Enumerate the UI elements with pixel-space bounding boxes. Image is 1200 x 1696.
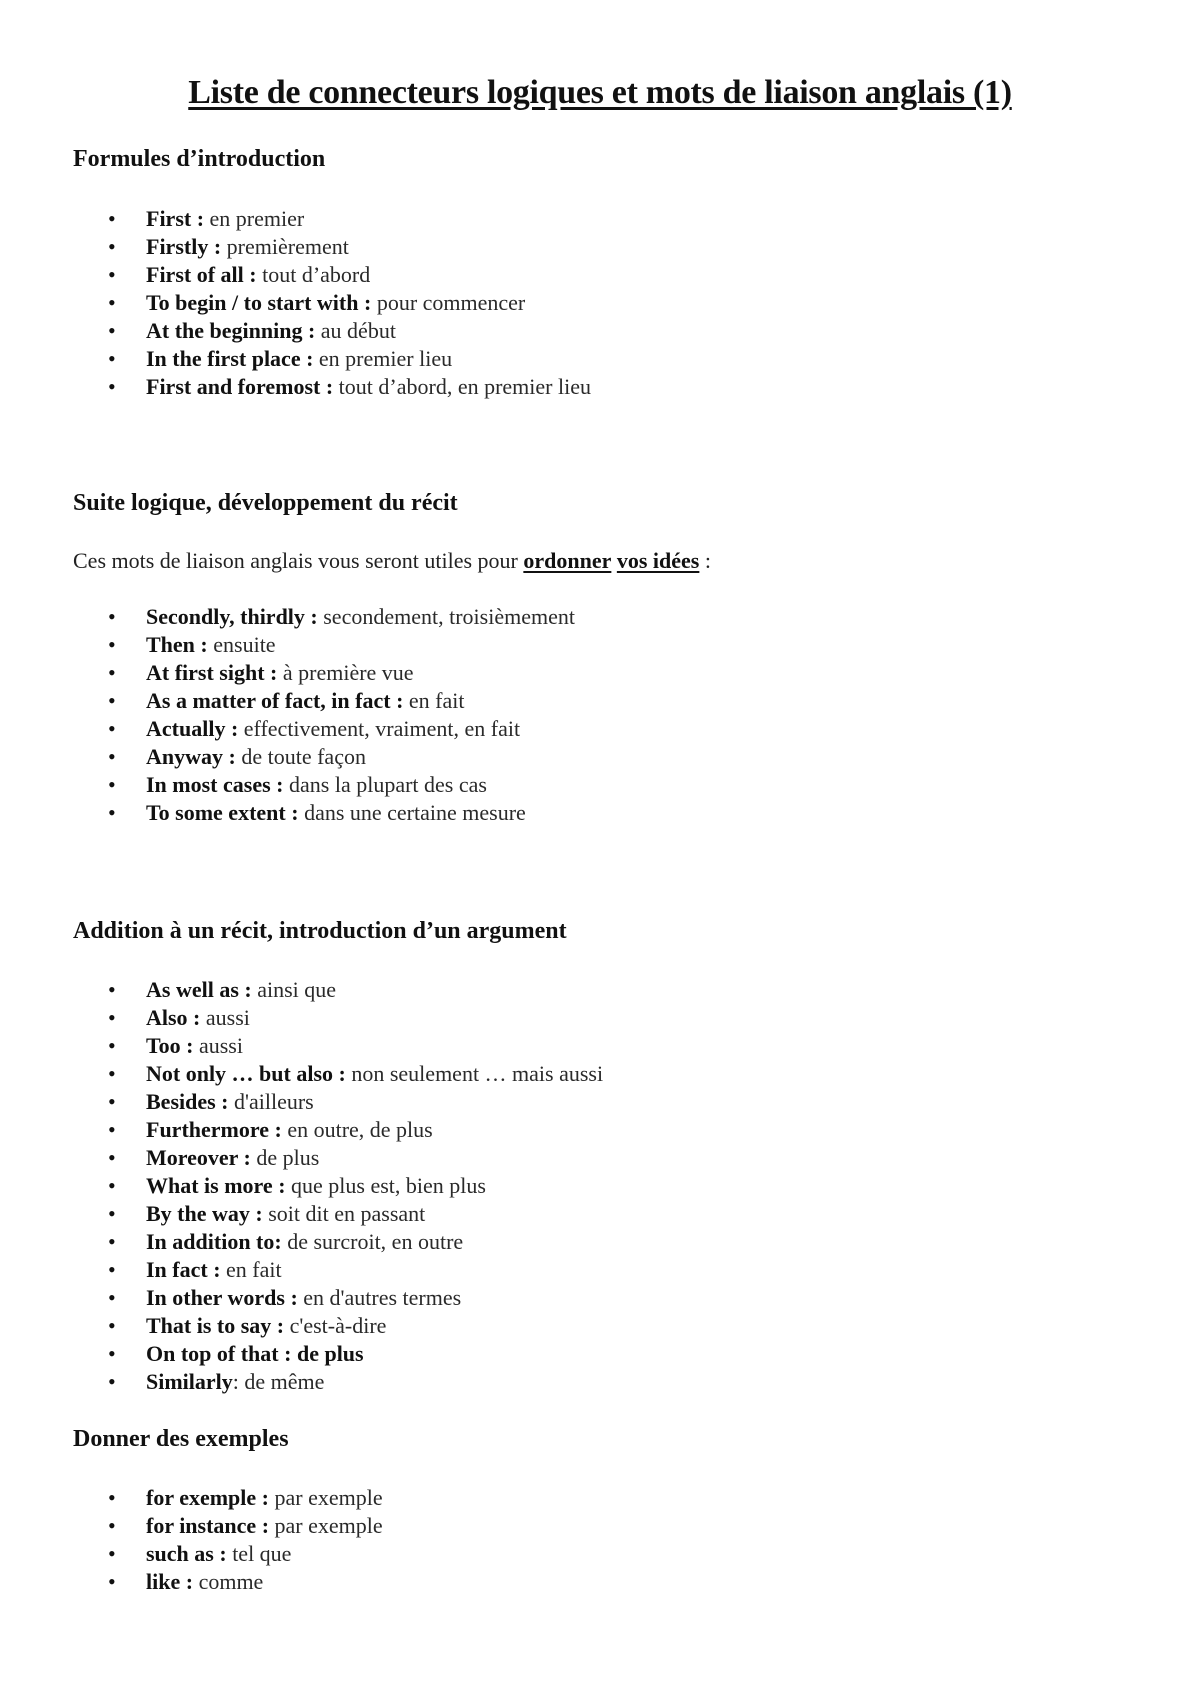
- connector-term: First and foremost :: [146, 374, 334, 399]
- connector-translation: comme: [193, 1569, 264, 1594]
- bullet-icon: •: [108, 800, 116, 825]
- bullet-icon: •: [108, 346, 116, 371]
- connector-translation: : de même: [232, 1369, 325, 1394]
- list-item: [0, 1116, 603, 1144]
- list-exemples: [0, 1484, 383, 1596]
- bullet-icon: •: [108, 1485, 116, 1510]
- connector-term: What is more :: [146, 1173, 286, 1198]
- list-addition: [0, 976, 603, 1396]
- list-item: [0, 1284, 603, 1312]
- bullet-icon: •: [108, 1513, 116, 1538]
- connector-translation: non seulement … mais aussi: [345, 1061, 604, 1086]
- list-item: [0, 603, 575, 631]
- connector-translation: à première vue: [277, 660, 414, 685]
- connector-term: As well as :: [146, 977, 252, 1002]
- bullet-icon: •: [108, 1005, 116, 1030]
- connector-term: In addition to:: [146, 1229, 282, 1254]
- list-introduction: [0, 205, 591, 401]
- connector-term: To begin / to start with :: [146, 290, 372, 315]
- connector-translation: soit dit en passant: [262, 1201, 426, 1226]
- connector-translation: de toute façon: [235, 744, 366, 769]
- list-item: [0, 1144, 603, 1172]
- intro-emphasis-vos-idees: vos idées: [616, 548, 700, 573]
- list-item: [0, 1172, 603, 1200]
- intro-emphasis-ordonner: ordonner: [523, 548, 612, 573]
- connector-term: In fact :: [146, 1257, 221, 1282]
- bullet-icon: •: [108, 1229, 116, 1254]
- connector-translation: au début: [315, 318, 396, 343]
- connector-term: To some extent :: [146, 800, 299, 825]
- connector-translation: en fait: [403, 688, 465, 713]
- list-item: [0, 1200, 603, 1228]
- bullet-icon: •: [108, 1257, 116, 1282]
- connector-translation: de plus: [250, 1145, 320, 1170]
- section-heading-exemples: Donner des exemples: [73, 1426, 289, 1452]
- list-item: [0, 743, 575, 771]
- connector-translation: ensuite: [207, 632, 276, 657]
- connector-translation: d'ailleurs: [228, 1089, 314, 1114]
- bullet-icon: •: [108, 1033, 116, 1058]
- connector-term: Besides :: [146, 1089, 229, 1114]
- section-intro-text: [73, 548, 711, 574]
- connector-translation: en d'autres termes: [297, 1285, 462, 1310]
- connector-translation: tout d’abord, en premier lieu: [333, 374, 591, 399]
- connector-term: First :: [146, 206, 205, 231]
- connector-translation: de surcroit, en outre: [281, 1229, 464, 1254]
- bullet-icon: •: [108, 1341, 116, 1366]
- bullet-icon: •: [108, 632, 116, 657]
- list-item: [0, 1228, 603, 1256]
- connector-translation: aussi: [200, 1005, 250, 1030]
- list-suite-logique: [0, 603, 575, 827]
- list-item: [0, 976, 603, 1004]
- section-heading-addition: Addition à un récit, introduction d’un argument: [73, 918, 567, 944]
- connector-translation: en premier: [204, 206, 305, 231]
- connector-translation: tout d’abord: [256, 262, 371, 287]
- connector-term: Firstly :: [146, 234, 222, 259]
- connector-term: By the way :: [146, 1201, 263, 1226]
- list-item: [0, 1368, 603, 1396]
- list-item: [0, 233, 591, 261]
- connector-term: Actually :: [146, 716, 239, 741]
- connector-term: Too :: [146, 1033, 194, 1058]
- bullet-icon: •: [108, 716, 116, 741]
- bullet-icon: •: [108, 744, 116, 769]
- connector-term: Anyway :: [146, 744, 236, 769]
- bullet-icon: •: [108, 1201, 116, 1226]
- connector-term: On top of that :: [146, 1341, 292, 1366]
- list-item: [0, 1032, 603, 1060]
- bullet-icon: •: [108, 290, 116, 315]
- list-item: [0, 659, 575, 687]
- list-item: [0, 205, 591, 233]
- connector-translation: en outre, de plus: [281, 1117, 433, 1142]
- connector-term: At the beginning :: [146, 318, 316, 343]
- list-item: [0, 631, 575, 659]
- bullet-icon: •: [108, 206, 116, 231]
- bullet-icon: •: [108, 1313, 116, 1338]
- bullet-icon: •: [108, 318, 116, 343]
- connector-translation: par exemple: [269, 1513, 383, 1538]
- connector-translation: en fait: [220, 1257, 282, 1282]
- list-item: [0, 799, 575, 827]
- connector-translation: dans une certaine mesure: [298, 800, 526, 825]
- connector-translation: par exemple: [269, 1485, 383, 1510]
- list-item: [0, 1540, 383, 1568]
- connector-term: Secondly, thirdly :: [146, 604, 318, 629]
- connector-term: for exemple :: [146, 1485, 269, 1510]
- connector-translation: ainsi que: [251, 977, 337, 1002]
- bullet-icon: •: [108, 1145, 116, 1170]
- bullet-icon: •: [108, 977, 116, 1002]
- connector-term: Furthermore :: [146, 1117, 282, 1142]
- connector-term: Also :: [146, 1005, 201, 1030]
- connector-translation: que plus est, bien plus: [285, 1173, 486, 1198]
- bullet-icon: •: [108, 1541, 116, 1566]
- connector-term: At first sight :: [146, 660, 278, 685]
- connector-translation: dans la plupart des cas: [283, 772, 487, 797]
- list-item: [0, 687, 575, 715]
- bullet-icon: •: [108, 660, 116, 685]
- connector-term: like :: [146, 1569, 194, 1594]
- section-heading-suite-logique: Suite logique, développement du récit: [73, 490, 458, 516]
- list-item: [0, 345, 591, 373]
- connector-term: Similarly: [146, 1369, 233, 1394]
- list-item: [0, 1340, 603, 1368]
- list-item: [0, 317, 591, 345]
- connector-translation: premièrement: [221, 234, 349, 259]
- connector-translation: aussi: [193, 1033, 243, 1058]
- connector-term: Moreover :: [146, 1145, 251, 1170]
- connector-term: In the first place :: [146, 346, 314, 371]
- bullet-icon: •: [108, 1285, 116, 1310]
- bullet-icon: •: [108, 1089, 116, 1114]
- section-heading-introduction: Formules d’introduction: [73, 146, 326, 172]
- connector-translation: c'est-à-dire: [284, 1313, 387, 1338]
- connector-term: Not only … but also :: [146, 1061, 346, 1086]
- connector-term: such as :: [146, 1541, 227, 1566]
- bullet-icon: •: [108, 374, 116, 399]
- bullet-icon: •: [108, 1369, 116, 1394]
- connector-term: In other words :: [146, 1285, 298, 1310]
- intro-text-start: Ces mots de liaison anglais vous seront utiles pour: [73, 548, 524, 573]
- list-item: [0, 1060, 603, 1088]
- list-item: [0, 1312, 603, 1340]
- connector-translation: pour commencer: [371, 290, 526, 315]
- list-item: [0, 289, 591, 317]
- page-title: Liste de connecteurs logiques et mots de liaison anglais (1): [188, 74, 1012, 111]
- list-item: [0, 373, 591, 401]
- list-item: [0, 1256, 603, 1284]
- intro-text-end: :: [699, 548, 711, 573]
- list-item: [0, 771, 575, 799]
- list-item: [0, 715, 575, 743]
- list-item: [0, 1484, 383, 1512]
- connector-translation: en premier lieu: [313, 346, 453, 371]
- connector-term: As a matter of fact, in fact :: [146, 688, 404, 713]
- bullet-icon: •: [108, 772, 116, 797]
- list-item: [0, 1568, 383, 1596]
- bullet-icon: •: [108, 1569, 116, 1594]
- connector-term: In most cases :: [146, 772, 284, 797]
- connector-term: for instance :: [146, 1513, 270, 1538]
- list-item: [0, 1004, 603, 1032]
- bullet-icon: •: [108, 262, 116, 287]
- connector-term: Then :: [146, 632, 208, 657]
- connector-translation: secondement, troisièmement: [317, 604, 575, 629]
- connector-translation: effectivement, vraiment, en fait: [238, 716, 521, 741]
- bullet-icon: •: [108, 234, 116, 259]
- list-item: [0, 1512, 383, 1540]
- bullet-icon: •: [108, 688, 116, 713]
- connector-term: First of all :: [146, 262, 257, 287]
- connector-translation: tel que: [226, 1541, 292, 1566]
- list-item: [0, 1088, 603, 1116]
- bullet-icon: •: [108, 1117, 116, 1142]
- bullet-icon: •: [108, 1173, 116, 1198]
- bullet-icon: •: [108, 1061, 116, 1086]
- connector-translation: de plus: [291, 1341, 364, 1366]
- bullet-icon: •: [108, 604, 116, 629]
- connector-term: That is to say :: [146, 1313, 285, 1338]
- list-item: [0, 261, 591, 289]
